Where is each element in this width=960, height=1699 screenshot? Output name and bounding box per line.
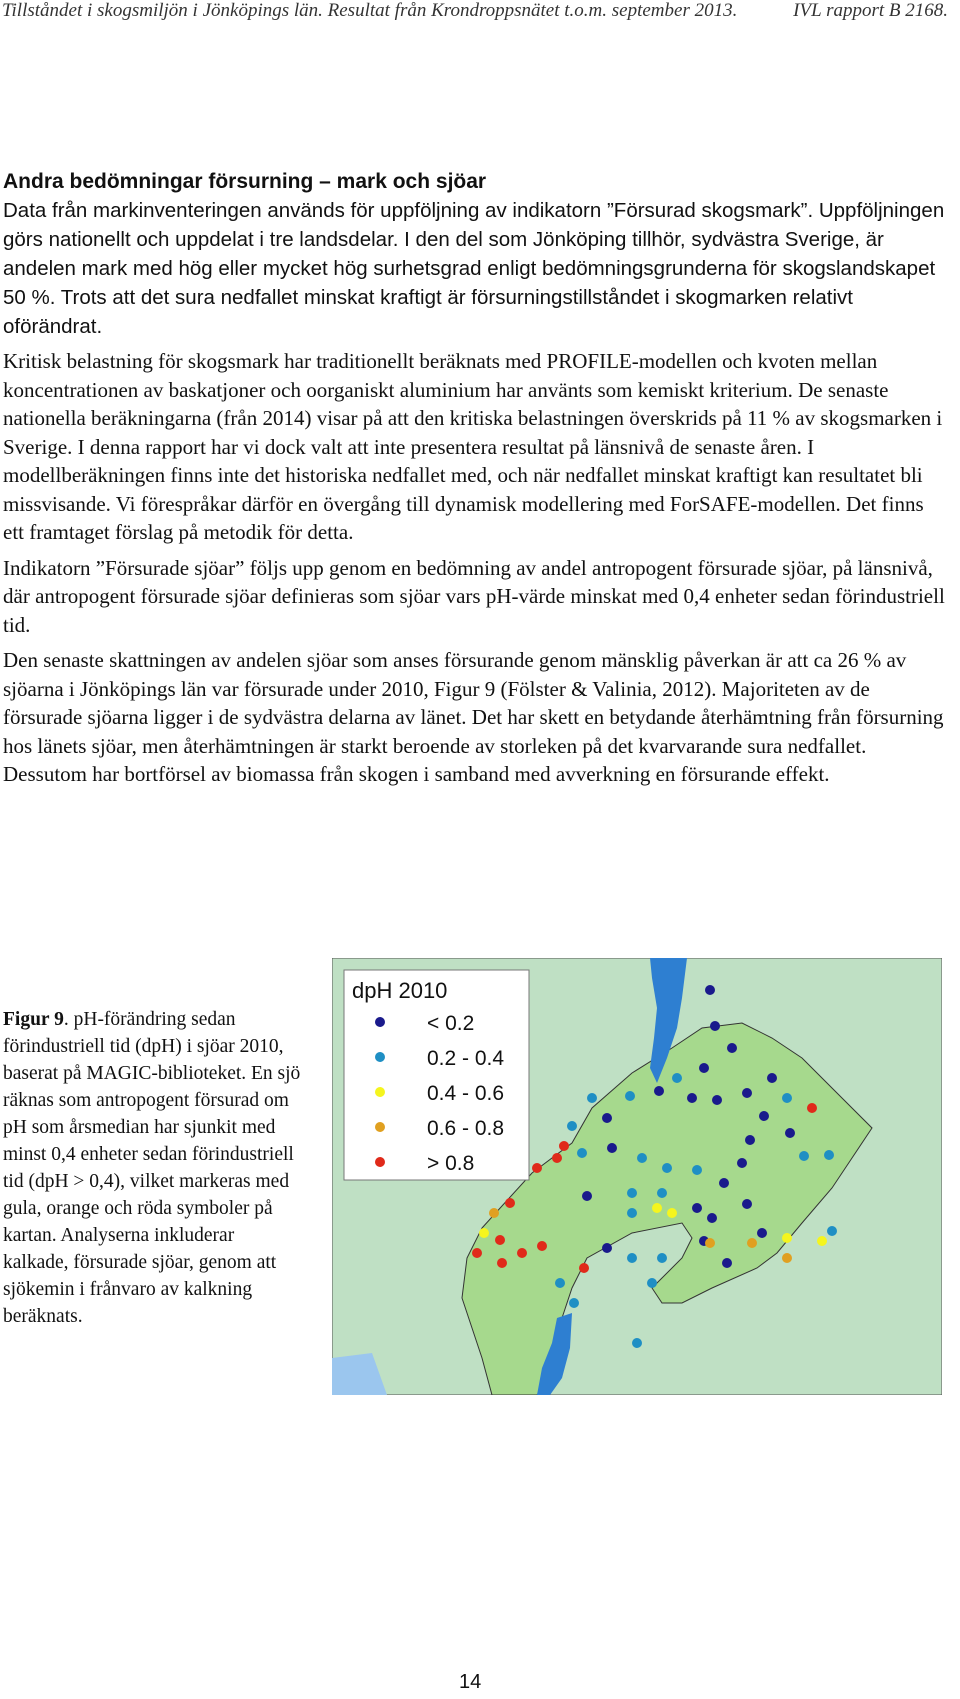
lake-dot <box>662 1163 672 1173</box>
lake-dot <box>712 1095 722 1105</box>
lake-dot <box>537 1241 547 1251</box>
lake-dot <box>727 1043 737 1053</box>
lake-dot <box>719 1178 729 1188</box>
body-text <box>3 168 948 796</box>
lake-dot <box>495 1235 505 1245</box>
lake-dot <box>479 1228 489 1238</box>
paragraph-1: Data från markinventeringen används för uppföljning av indikatorn ”Försurad skogsmark”. Uppföljningen görs nationellt och uppdelat i tre landsdelar. I den del som Jönköping tillhör, sydvästra Sverige, är andelen mark med hög eller mycket hög surhetsgrad enligt bedömningsgrunderna för skogslandskapet 50 %. Trots att det sura nedfallet minskat kraftigt är försurningstillståndet i skogmarken relativt oförändrat. <box>3 199 945 338</box>
header-report-number: IVL rapport B 2168. <box>793 0 948 21</box>
lake-dot <box>627 1208 637 1218</box>
figure-caption-text: . pH-förändring sedan förindustriell tid (dpH) i sjöar 2010, baserat på MAGIC-biblioteket. En sjö räknas som antropogent försurad om pH som årsmedian har sjunkit med minst 0,4 enheter sedan förindustriell tid (dpH > 0,4), vilket markeras med gula, orange och röda symboler på kartan. Analyserna inkluderar kalkade, försurade sjöar, genom att sjökemin i frånvaro av kalkning beräknats. <box>3 1009 301 1327</box>
lake-dot <box>579 1263 589 1273</box>
lake-dot <box>759 1111 769 1121</box>
lake-dot <box>667 1208 677 1218</box>
lake-dot <box>657 1253 667 1263</box>
lake-dot <box>569 1298 579 1308</box>
lake-dot <box>497 1258 507 1268</box>
paragraph-2: Kritisk belastning för skogsmark har traditionellt beräknats med PROFILE-modellen och kvoten mellan koncentrationen av baskatjoner och oorganiskt aluminium har använts som kemiskt kriterium. De senaste nationella beräkningarna (från 2014) visar på att den kritiska belastningen överskrids på 11 % av skogsmarken i Sverige. I denna rapport har vi dock valt att inte presentera resultat på länsnivå de senaste åren. I modellberäkningen finns inte det historiska nedfallet med, och när nedfallet minskat kraftigt kan resultatet bli missvisande. Vi förespråkar därför en övergång till dynamisk modellering med ForSAFE-modellen. Det finns ett framtaget förslag på metodik för detta. <box>3 349 943 544</box>
lake-dot <box>692 1165 702 1175</box>
running-header <box>0 0 960 30</box>
lake-dot <box>472 1248 482 1258</box>
page-number: 14 <box>459 1671 482 1693</box>
lake-dot <box>817 1236 827 1246</box>
header-title: Tillståndet i skogsmiljön i Jönköpings län. Resultat från Krondroppsnätet t.o.m. september 2013. <box>2 0 738 21</box>
legend-swatch <box>375 1157 385 1167</box>
lake-dot <box>602 1113 612 1123</box>
lake-dot <box>505 1198 515 1208</box>
lake-dot <box>782 1233 792 1243</box>
lake-dot <box>647 1278 657 1288</box>
lake-dot <box>807 1103 817 1113</box>
map-legend <box>344 970 529 1180</box>
legend-label: < 0.2 <box>427 1012 475 1035</box>
lake-dot <box>692 1203 702 1213</box>
lake-dot <box>627 1188 637 1198</box>
lake-dot <box>637 1153 647 1163</box>
lake-dot <box>824 1150 834 1160</box>
lake-dot <box>782 1093 792 1103</box>
lake-dot <box>672 1073 682 1083</box>
lake-dot <box>532 1163 542 1173</box>
lake-dot <box>785 1128 795 1138</box>
figure-label: Figur 9 <box>3 1009 64 1030</box>
lake-dot <box>742 1088 752 1098</box>
paragraph-3: Indikatorn ”Försurade sjöar” följs upp genom en bedömning av andel antropogent försurade sjöar, på länsnivå, där antropogent försurade sjöar definieras som sjöar vars pH-värde minskat med 0,4 enheter sedan förindustriell tid. <box>3 555 945 637</box>
lake-dot <box>559 1141 569 1151</box>
lake-dot <box>705 1238 715 1248</box>
lake-dot <box>657 1188 667 1198</box>
legend-label: > 0.8 <box>427 1152 475 1175</box>
lake-dot <box>747 1238 757 1248</box>
legend-swatch <box>375 1017 385 1027</box>
lake-dot <box>654 1086 664 1096</box>
lake-dot <box>587 1093 597 1103</box>
lake-dot <box>627 1253 637 1263</box>
legend-label: 0.6 - 0.8 <box>427 1117 505 1140</box>
legend-title: dpH 2010 <box>352 978 448 1003</box>
lake-dot <box>625 1091 635 1101</box>
legend-swatch <box>375 1122 385 1132</box>
figure-caption <box>3 1006 303 1330</box>
lake-dot <box>602 1243 612 1253</box>
lake-dot <box>552 1153 562 1163</box>
legend-swatch <box>375 1087 385 1097</box>
legend-label: 0.4 - 0.6 <box>427 1082 505 1105</box>
lake-dot <box>567 1121 577 1131</box>
lake-dot <box>705 985 715 995</box>
legend-label: 0.2 - 0.4 <box>427 1047 505 1070</box>
lake-dot <box>767 1073 777 1083</box>
lake-dot <box>699 1063 709 1073</box>
lake-dot <box>710 1021 720 1031</box>
lake-dot <box>582 1191 592 1201</box>
lake-dot <box>782 1253 792 1263</box>
lake-dot <box>555 1278 565 1288</box>
lake-dot <box>489 1208 499 1218</box>
lake-dot <box>722 1258 732 1268</box>
lake-dot <box>517 1248 527 1258</box>
section-heading: Andra bedömningar försurning – mark och sjöar <box>3 170 487 193</box>
lake-dot <box>632 1338 642 1348</box>
lake-dot <box>827 1226 837 1236</box>
lake-dot <box>577 1148 587 1158</box>
lake-dot <box>799 1151 809 1161</box>
legend-swatch <box>375 1052 385 1062</box>
lake-dot <box>737 1158 747 1168</box>
lake-ph-map <box>332 958 942 1395</box>
paragraph-4: Den senaste skattningen av andelen sjöar som anses försurande genom mänsklig påverkan är att ca 26 % av sjöarna i Jönköpings län var försurade under 2010, Figur 9 (Fölster & Valinia, 2012). Majoriteten av de försurade sjöarna ligger i de sydvästra delarna av länet. Det har skett en betydande återhämtning från försurning hos länets sjöar, men återhämtningen är starkt beroende av storleken på det kvarvarande sura nedfallet. Dessutom har bortförsel av biomassa från skogen i samband med avverkning en försurande effekt. <box>3 648 944 786</box>
lake-dot <box>652 1203 662 1213</box>
lake-dot <box>757 1228 767 1238</box>
lake-dot <box>707 1213 717 1223</box>
lake-dot <box>745 1135 755 1145</box>
lake-dot <box>742 1199 752 1209</box>
lake-dot <box>687 1093 697 1103</box>
lake-dot <box>607 1143 617 1153</box>
